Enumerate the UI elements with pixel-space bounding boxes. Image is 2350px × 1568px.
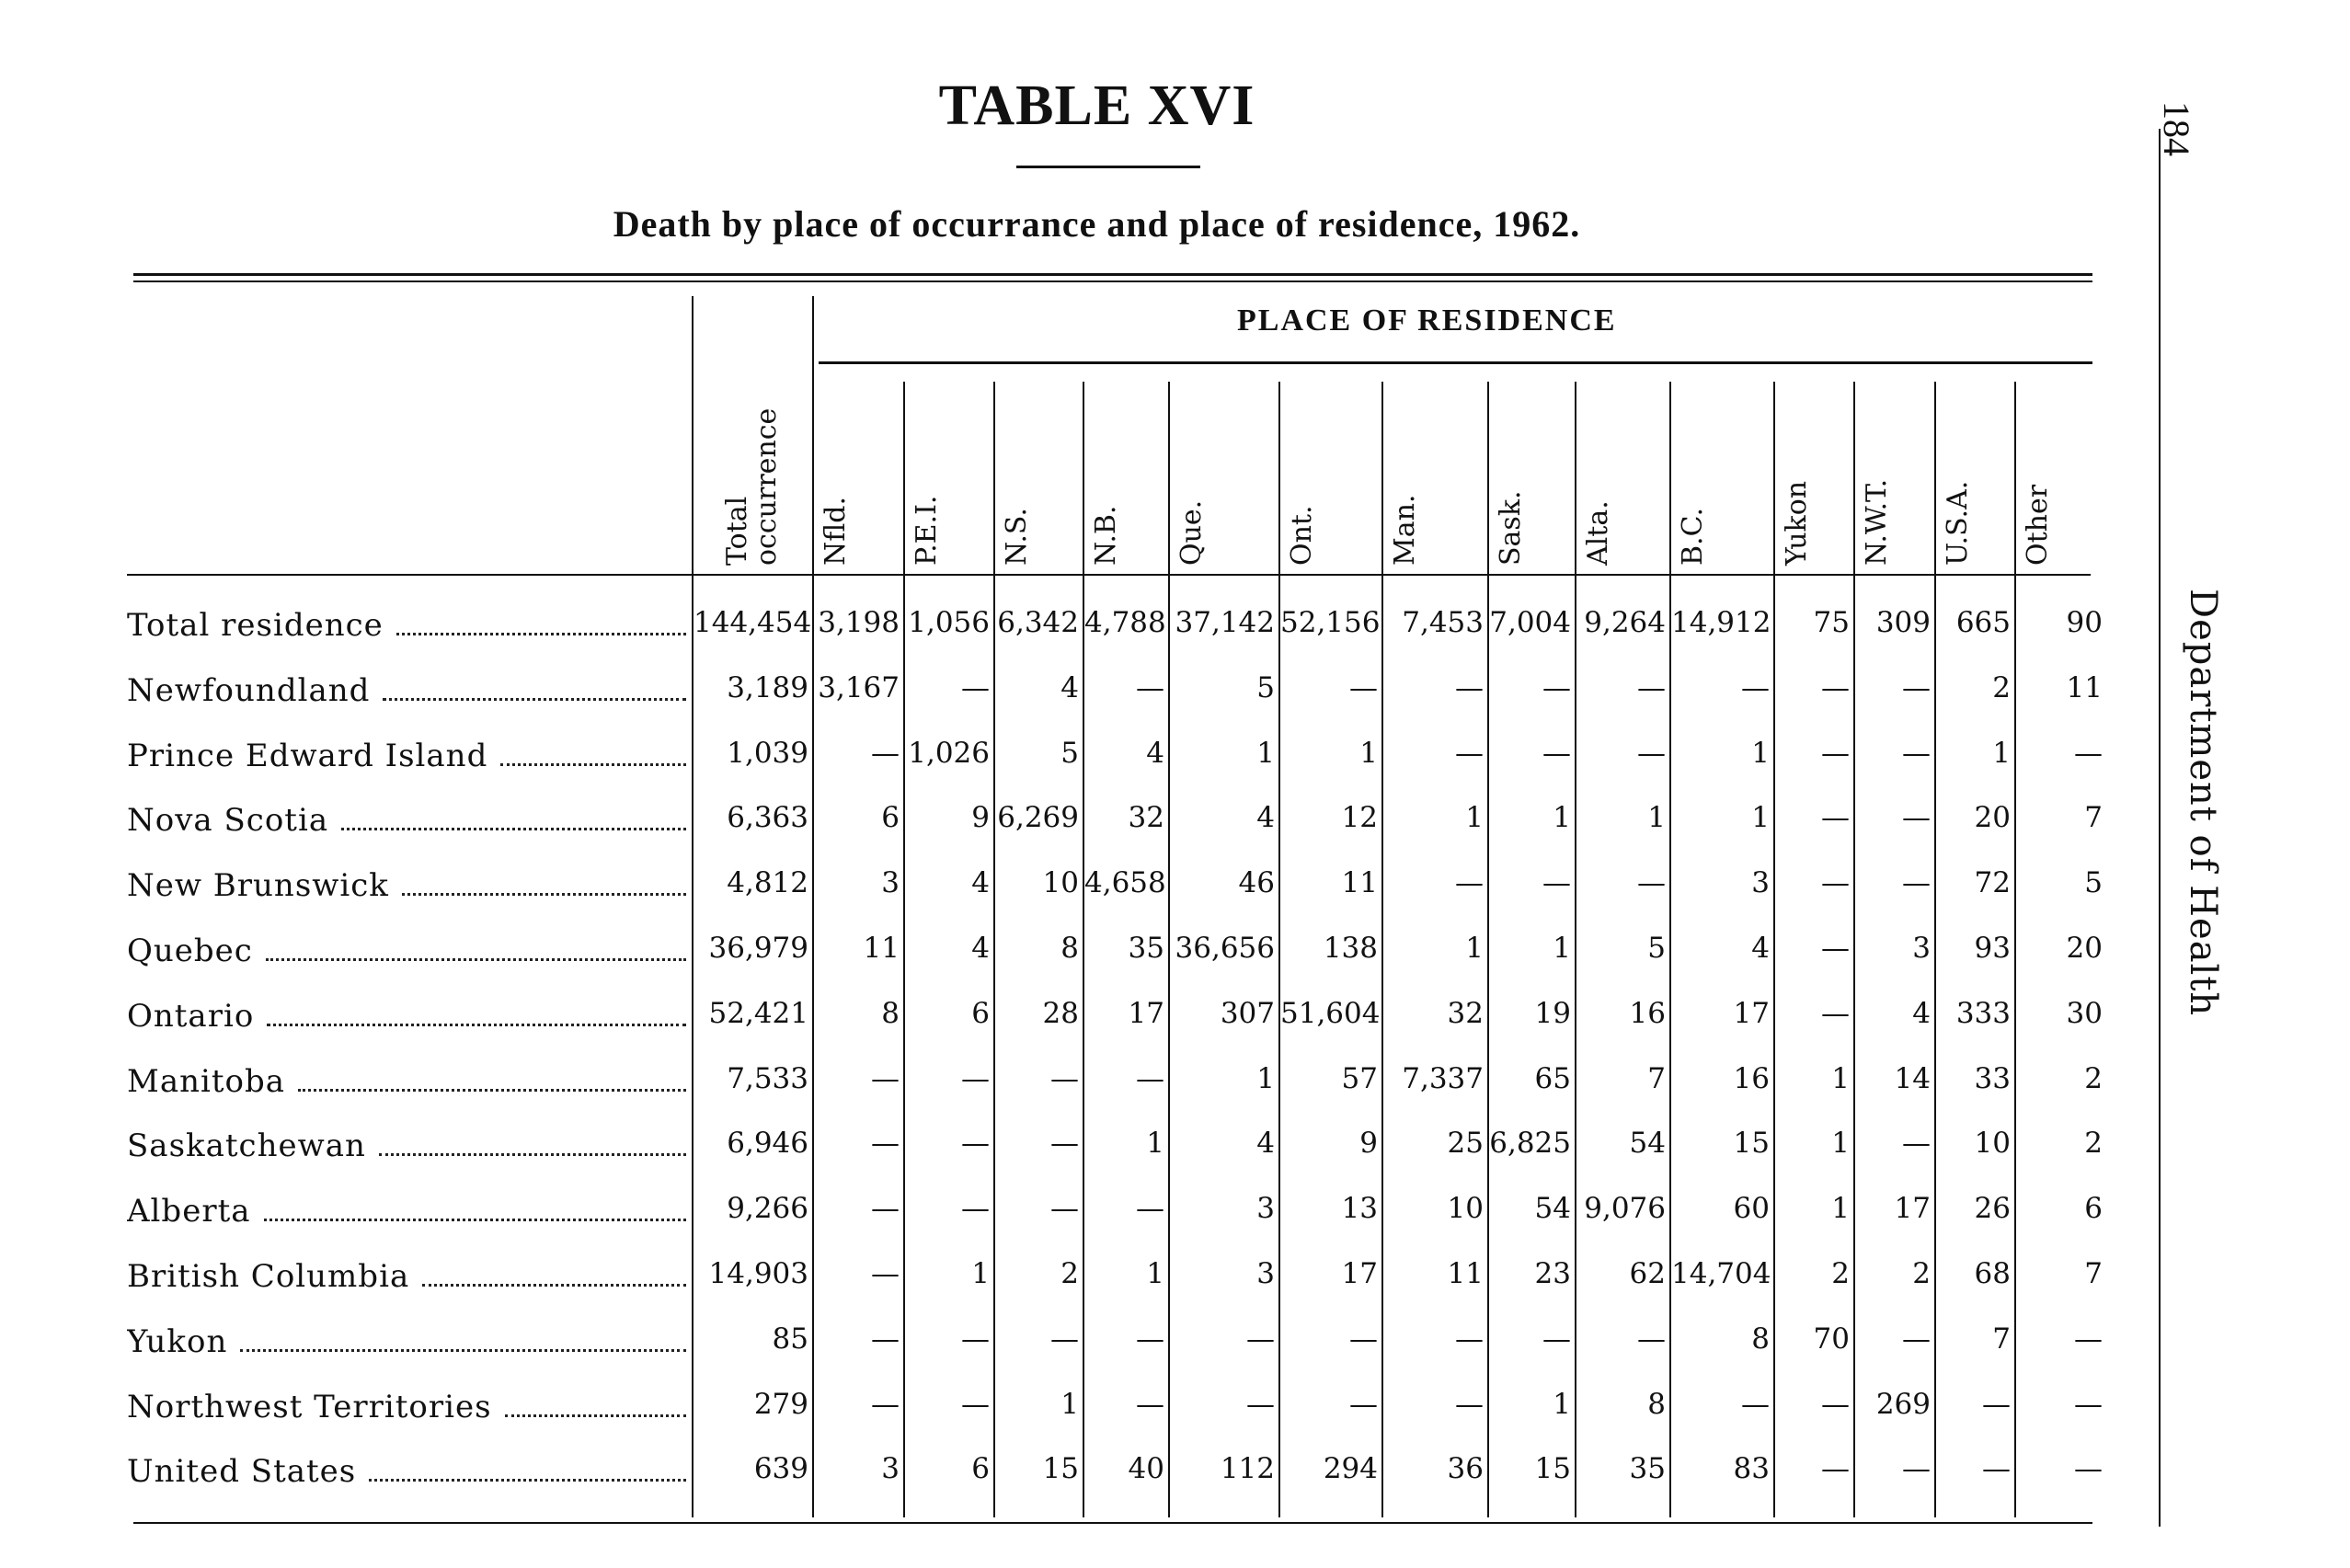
table-cell: — [1902, 1322, 1931, 1356]
table-cell: — [1821, 866, 1850, 900]
table-cell: 2 [2084, 1061, 2103, 1095]
table-cell: 93 [1974, 932, 2011, 965]
table-cell: 54 [1534, 1192, 1571, 1226]
table-subtitle: Death by place of occurrance and place of residence, 1962. [613, 203, 1581, 245]
table-cell: 1 [1751, 801, 1770, 835]
table-cell: 7 [1992, 1322, 2011, 1356]
table-cell: 85 [772, 1322, 808, 1356]
table-cell: 46 [1238, 866, 1275, 900]
row-label [127, 862, 686, 904]
table-cell: 6,269 [997, 801, 1079, 835]
column-header: Other [2022, 484, 2054, 566]
table-cell: 1,056 [908, 606, 990, 639]
row-label-text: New Brunswick [127, 867, 389, 905]
table-cell: — [1637, 1322, 1666, 1356]
column-header: P.E.I. [911, 495, 943, 566]
table-cell: — [1246, 1387, 1275, 1421]
table-cell: — [1542, 736, 1571, 770]
table-cell: 35 [1629, 1452, 1666, 1486]
table-cell: 72 [1974, 866, 2011, 900]
leader-dots [500, 763, 686, 766]
table-cell: 5 [1060, 736, 1079, 770]
table-cell: 17 [1128, 996, 1164, 1030]
table-cell: 307 [1220, 996, 1275, 1030]
table-cell: — [1982, 1387, 2011, 1421]
table-cell: 4 [1256, 801, 1275, 835]
row-label [127, 927, 686, 969]
header-bottom-rule [127, 574, 2091, 576]
residence-bracket [819, 361, 2092, 364]
table-cell: — [961, 1322, 990, 1356]
leader-dots [383, 698, 686, 701]
table-cell: 4 [1912, 996, 1931, 1030]
table-cell: 60 [1733, 1192, 1770, 1226]
table-cell: 4,812 [727, 866, 808, 900]
table-cell: 17 [1341, 1257, 1378, 1290]
table-cell: 3 [1912, 932, 1931, 965]
leader-dots [422, 1284, 686, 1287]
table-cell: — [1982, 1452, 2011, 1486]
table-cell: 83 [1733, 1452, 1770, 1486]
column-header: Sask. [1495, 490, 1527, 566]
table-cell: — [871, 1387, 900, 1421]
table-cell: 269 [1875, 1387, 1931, 1421]
table-cell: 36,656 [1175, 932, 1275, 965]
table-cell: 1 [1465, 932, 1484, 965]
leader-dots [298, 1089, 686, 1092]
table-cell: 8 [1647, 1387, 1666, 1421]
row-label-text: Total residence [127, 607, 384, 644]
row-label [127, 1187, 686, 1230]
table-cell: — [1902, 736, 1931, 770]
table-cell: — [871, 1192, 900, 1226]
row-label-text: British Columbia [127, 1258, 410, 1295]
table-cell: — [1136, 1387, 1164, 1421]
column-header: U.S.A. [1942, 480, 1974, 566]
table-cell: 1 [1060, 1387, 1079, 1421]
table-cell: 2 [2084, 1127, 2103, 1161]
table-cell: 40 [1128, 1452, 1164, 1486]
table-cell: 3 [1751, 866, 1770, 900]
row-label [127, 601, 686, 644]
table-cell: — [1741, 1387, 1770, 1421]
column-header: Ont. [1286, 505, 1318, 566]
table-cell: — [1050, 1192, 1079, 1226]
table-cell: 36,979 [708, 932, 808, 965]
table-cell: 8 [1751, 1322, 1770, 1356]
table-cell: 4,788 [1084, 606, 1166, 639]
table-cell: 6,342 [997, 606, 1079, 639]
table-cell: — [1902, 1452, 1931, 1486]
table-cell: 52,156 [1280, 606, 1381, 639]
table-cell: 14,912 [1671, 606, 1771, 639]
table-cell: 70 [1813, 1322, 1850, 1356]
table-cell: 665 [1955, 606, 2011, 639]
table-cell: — [2074, 1322, 2103, 1356]
table-cell: 20 [2066, 932, 2103, 965]
table-cell: — [1821, 670, 1850, 704]
table-cell: — [1637, 866, 1666, 900]
table-bottom-rule [133, 1522, 2092, 1524]
column-header: Man. [1389, 494, 1421, 566]
table-cell: 4 [1256, 1127, 1275, 1161]
title-underline [1016, 166, 1200, 168]
row-label [127, 732, 686, 774]
table-cell: 52,421 [708, 996, 808, 1030]
table-cell: — [1821, 801, 1850, 835]
table-cell: — [1741, 670, 1770, 704]
table-cell: 7 [1647, 1061, 1666, 1095]
row-label [127, 1253, 686, 1295]
table-cell: 9 [971, 801, 990, 835]
table-cell: 36 [1447, 1452, 1484, 1486]
column-header: Yukon [1781, 480, 1813, 566]
table-cell: — [2074, 1452, 2103, 1486]
table-cell: — [1455, 670, 1484, 704]
table-cell: — [1050, 1061, 1079, 1095]
table-cell: 65 [1534, 1061, 1571, 1095]
table-cell: — [961, 1127, 990, 1161]
table-cell: 1 [1647, 801, 1666, 835]
table-cell: 6,363 [727, 801, 808, 835]
table-cell: 19 [1534, 996, 1571, 1030]
page-number: 184 [2156, 101, 2197, 156]
table-cell: 17 [1894, 1192, 1931, 1226]
table-cell: 11 [2066, 670, 2103, 704]
table-cell: — [1542, 866, 1571, 900]
row-label-text: Saskatchewan [127, 1127, 366, 1165]
table-cell: 32 [1447, 996, 1484, 1030]
row-label-text: Manitoba [127, 1062, 286, 1100]
row-label-text: Quebec [127, 933, 253, 969]
table-cell: — [1902, 866, 1931, 900]
row-label-text: Newfoundland [127, 671, 371, 709]
table-cell: 75 [1813, 606, 1850, 639]
top-rule-2 [133, 280, 2092, 282]
leader-dots [240, 1349, 686, 1352]
table-cell: 6,946 [727, 1127, 808, 1161]
table-cell: — [1455, 736, 1484, 770]
row-label [127, 1383, 686, 1425]
table-cell: — [1902, 801, 1931, 835]
row-label-text: Alberta [127, 1193, 251, 1230]
table-cell: 6,825 [1489, 1127, 1571, 1161]
column-header: N.B. [1090, 505, 1122, 566]
table-cell: — [2074, 736, 2103, 770]
table-cell: 138 [1323, 932, 1378, 965]
table-cell: — [871, 736, 900, 770]
row-label [127, 1448, 686, 1490]
table-cell: — [1136, 670, 1164, 704]
table-cell: 294 [1323, 1452, 1378, 1486]
row-label [127, 1058, 686, 1100]
table-cell: — [1637, 736, 1666, 770]
leader-dots [341, 828, 686, 830]
table-cell: 37,142 [1175, 606, 1275, 639]
table-cell: 26 [1974, 1192, 2011, 1226]
table-cell: — [1821, 1452, 1850, 1486]
table-cell: 6 [881, 801, 900, 835]
table-cell: — [1542, 670, 1571, 704]
table-cell: — [1902, 670, 1931, 704]
table-cell: 2 [1912, 1257, 1931, 1290]
right-margin-rule [2159, 129, 2161, 1527]
table-cell: 1 [1553, 801, 1571, 835]
table-cell: 1 [1831, 1061, 1850, 1095]
table-cell: — [1349, 1387, 1378, 1421]
table-cell: 279 [753, 1387, 808, 1421]
table-cell: — [871, 1127, 900, 1161]
table-cell: 1 [1992, 736, 2011, 770]
table-cell: — [1136, 1192, 1164, 1226]
table-cell: 11 [1341, 866, 1378, 900]
table-cell: 20 [1974, 801, 2011, 835]
table-cell: 7 [2084, 1257, 2103, 1290]
table-cell: 4 [1751, 932, 1770, 965]
table-cell: 1 [1256, 1061, 1275, 1095]
table-cell: — [1821, 996, 1850, 1030]
table-cell: — [961, 1192, 990, 1226]
table-cell: — [1902, 1127, 1931, 1161]
leader-dots [379, 1153, 686, 1156]
table-cell: 112 [1220, 1452, 1275, 1486]
table-cell: 1 [1831, 1127, 1850, 1161]
leader-dots [267, 1024, 686, 1026]
table-cell: 4,658 [1084, 866, 1166, 900]
table-cell: 309 [1875, 606, 1931, 639]
table-cell: 6 [2084, 1192, 2103, 1226]
row-label-text: Ontario [127, 997, 255, 1035]
row-label [127, 796, 686, 839]
table-cell: 1 [1146, 1127, 1164, 1161]
table-cell: 9,266 [727, 1192, 808, 1226]
table-cell: — [1821, 1387, 1850, 1421]
row-label-text: Nova Scotia [127, 802, 329, 840]
table-cell: 3,198 [818, 606, 900, 639]
table-cell: 25 [1447, 1127, 1484, 1161]
table-cell: 7,337 [1402, 1061, 1484, 1095]
table-cell: 62 [1629, 1257, 1666, 1290]
table-cell: 9,076 [1584, 1192, 1666, 1226]
table-cell: 10 [1447, 1192, 1484, 1226]
table-cell: 54 [1629, 1127, 1666, 1161]
table-cell: 1,026 [908, 736, 990, 770]
table-cell: 12 [1341, 801, 1378, 835]
table-cell: — [871, 1322, 900, 1356]
table-cell: 10 [1974, 1127, 2011, 1161]
leader-dots [505, 1414, 686, 1417]
table-cell: 1 [1359, 736, 1378, 770]
leader-dots [266, 958, 686, 961]
row-label-text: United States [127, 1453, 357, 1491]
table-cell: 68 [1974, 1257, 2011, 1290]
top-rule [133, 273, 2092, 276]
table-cell: 5 [2084, 866, 2103, 900]
table-cell: 5 [1256, 670, 1275, 704]
table-cell: 15 [1042, 1452, 1079, 1486]
row-label [127, 992, 686, 1035]
table-cell: 90 [2066, 606, 2103, 639]
table-cell: 1 [1831, 1192, 1850, 1226]
table-cell: — [1455, 1322, 1484, 1356]
table-cell: 4 [971, 932, 990, 965]
table-cell: 1 [1751, 736, 1770, 770]
table-cell: 3,189 [727, 670, 808, 704]
column-header: B.C. [1677, 507, 1709, 566]
row-label [127, 1318, 686, 1360]
table-cell: 2 [1992, 670, 2011, 704]
table-cell: — [2074, 1387, 2103, 1421]
table-cell: 11 [1447, 1257, 1484, 1290]
row-label [127, 667, 686, 709]
table-cell: 6 [971, 996, 990, 1030]
table-cell: 35 [1128, 932, 1164, 965]
table-cell: — [871, 1061, 900, 1095]
column-header: N.S. [1001, 508, 1033, 566]
leader-dots [264, 1219, 687, 1221]
table-cell: 4 [971, 866, 990, 900]
table-cell: — [1637, 670, 1666, 704]
table-cell: 7,453 [1402, 606, 1484, 639]
table-cell: 333 [1955, 996, 2011, 1030]
table-cell: — [1821, 932, 1850, 965]
table-cell: — [961, 1061, 990, 1095]
table-cell: — [1136, 1322, 1164, 1356]
table-cell: 1 [1553, 932, 1571, 965]
table-cell: 16 [1733, 1061, 1770, 1095]
table-cell: — [1349, 670, 1378, 704]
table-cell: 10 [1042, 866, 1079, 900]
table-cell: 144,454 [694, 606, 812, 639]
table-cell: 8 [1060, 932, 1079, 965]
table-cell: 1 [1553, 1387, 1571, 1421]
department-caption: Department of Health [2182, 589, 2224, 1017]
table-cell: — [1136, 1061, 1164, 1095]
table-cell: — [1349, 1322, 1378, 1356]
table-cell: 32 [1128, 801, 1164, 835]
table-cell: 23 [1534, 1257, 1571, 1290]
table-cell: 14 [1894, 1061, 1931, 1095]
table-cell: 13 [1341, 1192, 1378, 1226]
table-cell: 1 [1465, 801, 1484, 835]
table-cell: 1 [1146, 1257, 1164, 1290]
column-header: Nfld. [820, 497, 852, 566]
row-label-text: Prince Edward Island [127, 737, 488, 774]
table-cell: — [1455, 1387, 1484, 1421]
table-cell: 3 [881, 1452, 900, 1486]
table-cell: 9 [1359, 1127, 1378, 1161]
table-cell: 30 [2066, 996, 2103, 1030]
table-cell: 4 [1060, 670, 1079, 704]
table-cell: 11 [863, 932, 900, 965]
table-cell: — [1542, 1322, 1571, 1356]
table-cell: 2 [1831, 1257, 1850, 1290]
table-cell: — [1455, 866, 1484, 900]
table-cell: — [1050, 1322, 1079, 1356]
table-cell: 14,704 [1671, 1257, 1771, 1290]
table-cell: — [871, 1257, 900, 1290]
row-label-text: Northwest Territories [127, 1388, 492, 1425]
table-cell: 1 [971, 1257, 990, 1290]
row-label-text: Yukon [127, 1322, 228, 1360]
leader-dots [396, 633, 686, 635]
column-header: N.W.T. [1861, 478, 1893, 566]
table-cell: 7,533 [727, 1061, 808, 1095]
row-label [127, 1122, 686, 1164]
table-cell: — [1821, 736, 1850, 770]
table-cell: 3 [1256, 1192, 1275, 1226]
table-cell: 7 [2084, 801, 2103, 835]
table-cell: 8 [881, 996, 900, 1030]
table-cell: 28 [1042, 996, 1079, 1030]
table-cell: 3 [881, 866, 900, 900]
table-cell: — [961, 1387, 990, 1421]
table-title: TABLE XVI [938, 74, 1255, 137]
table-cell: 17 [1733, 996, 1770, 1030]
table-cell: 15 [1733, 1127, 1770, 1161]
table-cell: 7,004 [1489, 606, 1571, 639]
leader-dots [402, 893, 686, 896]
table-cell: 2 [1060, 1257, 1079, 1290]
table-cell: 57 [1341, 1061, 1378, 1095]
table-cell: 14,903 [708, 1257, 808, 1290]
table-cell: 9,264 [1584, 606, 1666, 639]
table-cell: 15 [1534, 1452, 1571, 1486]
table-cell: 51,604 [1280, 996, 1381, 1030]
table-cell: 1,039 [727, 736, 808, 770]
table-cell: 16 [1629, 996, 1666, 1030]
leader-dots [369, 1479, 686, 1482]
column-header: Alta. [1582, 500, 1614, 566]
column-header: Total occurrence [721, 407, 783, 566]
table-cell: 5 [1647, 932, 1666, 965]
table-cell: — [961, 670, 990, 704]
column-header: Que. [1175, 499, 1208, 566]
table-cell: 33 [1974, 1061, 2011, 1095]
table-cell: 4 [1146, 736, 1164, 770]
table-cell: — [1246, 1322, 1275, 1356]
table-cell: 3,167 [818, 670, 900, 704]
table-cell: 639 [753, 1452, 808, 1486]
table-cell: — [1050, 1127, 1079, 1161]
table-cell: 1 [1256, 736, 1275, 770]
table-cell: 3 [1256, 1257, 1275, 1290]
residence-header: PLACE OF RESIDENCE [1237, 303, 1617, 338]
table-cell: 6 [971, 1452, 990, 1486]
